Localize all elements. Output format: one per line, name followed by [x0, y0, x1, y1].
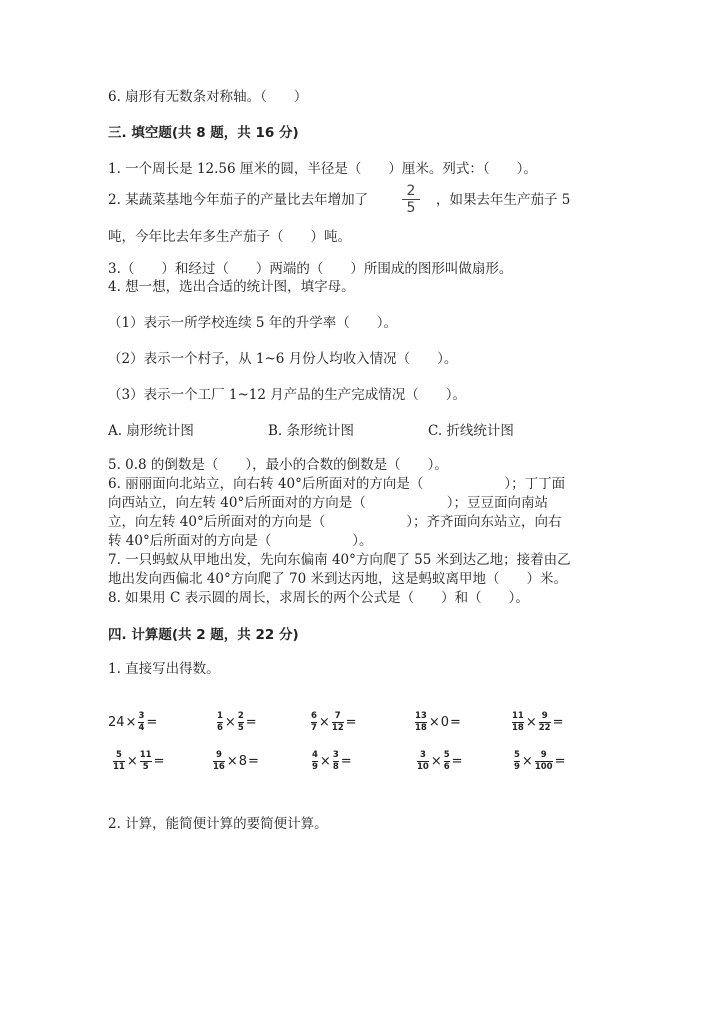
fraction	[140, 751, 152, 772]
denominator: 6	[443, 761, 450, 772]
fraction	[539, 712, 551, 733]
fraction	[217, 712, 223, 733]
denominator: 9	[312, 761, 318, 772]
numerator: 1	[217, 710, 223, 721]
fraction	[535, 751, 553, 772]
fill-question-7-line1: 7. 一只蚂蚁从甲地出发，先向东偏南 40°方向爬了 55 米到达乙地；接着由乙	[108, 552, 571, 568]
fraction-denominator: 5	[406, 200, 416, 216]
fraction-two-fifths	[402, 184, 420, 215]
times-sign: ×	[430, 753, 442, 769]
numerator: 3	[419, 749, 426, 760]
section-3-title: 三. 填空题(共 8 题，共 16 分)	[108, 125, 299, 141]
q4-sub-1: （1）表示一所学校连续 5 年的升学率（ ）。	[108, 315, 398, 331]
numerator: 6	[311, 710, 317, 721]
numerator: 2	[237, 710, 244, 721]
whole-number: 24	[108, 714, 125, 730]
fill-question-6-line4: 转 40°后所面对的方向是（ ）。	[108, 533, 373, 549]
equals-sign: =	[554, 753, 566, 769]
times-sign: ×	[318, 714, 330, 730]
whole-number: 0	[440, 714, 450, 730]
fraction	[113, 751, 125, 772]
fill-question-8: 8. 如果用 C 表示圆的周长，求周长的两个公式是（ ）和（ ）。	[108, 590, 529, 606]
times-sign: ×	[126, 753, 138, 769]
expression	[212, 747, 260, 775]
expression	[216, 708, 258, 736]
denominator: 100	[534, 761, 553, 772]
fraction	[332, 712, 344, 733]
numerator: 9	[541, 710, 548, 721]
denominator: 22	[538, 722, 551, 733]
q4-option-b: B. 条形统计图	[268, 423, 355, 439]
fraction	[417, 751, 429, 772]
times-sign: ×	[525, 714, 537, 730]
denominator: 6	[217, 722, 223, 733]
expression	[311, 747, 353, 775]
fill-question-5: 5. 0.8 的倒数是（ ），最小的合数的倒数是（ ）。	[108, 457, 448, 473]
equals-sign: =	[345, 714, 357, 730]
denominator: 5	[237, 722, 244, 733]
equals-sign: =	[245, 714, 257, 730]
numerator: 9	[215, 749, 222, 760]
numerator: 5	[514, 749, 520, 760]
q4-option-c: C. 折线统计图	[428, 423, 514, 439]
numerator: 11	[512, 710, 524, 721]
equals-sign: =	[450, 714, 461, 730]
fraction	[415, 712, 427, 733]
judge-question-6: 6. 扇形有无数条对称轴。（ ）	[108, 89, 308, 105]
times-sign: ×	[224, 714, 236, 730]
numerator: 11	[139, 749, 152, 760]
q4-option-a: A. 扇形统计图	[108, 423, 194, 439]
fill-question-6-line2: 向西站立，向左转 40°后所面对的方向是（ ）；豆豆面向南站	[108, 495, 548, 511]
denominator: 18	[512, 722, 524, 733]
denominator: 5	[142, 761, 149, 772]
fraction	[213, 751, 225, 772]
denominator: 16	[213, 761, 225, 772]
times-sign: ×	[521, 753, 533, 769]
expression	[310, 708, 358, 736]
fill-question-2-part2: ，如果去年生产茄子 5	[436, 192, 571, 208]
denominator: 8	[332, 761, 339, 772]
calc-question-1: 1. 直接写出得数。	[108, 661, 220, 677]
denominator: 10	[417, 761, 429, 772]
denominator: 9	[514, 761, 520, 772]
expression	[416, 747, 464, 775]
equals-sign: =	[153, 753, 165, 769]
times-sign: ×	[319, 753, 331, 769]
fraction	[512, 712, 524, 733]
q4-sub-2: （2）表示一个村子，从 1~6 月份人均收入情况（ ）。	[108, 351, 458, 367]
fill-question-3: 3.（ ）和经过（ ）两端的（ ）所围成的图形叫做扇形。	[108, 261, 513, 277]
fraction	[333, 751, 339, 772]
equals-sign: =	[146, 714, 158, 730]
fill-question-1: 1. 一个周长是 12.56 厘米的圆，半径是（ ）厘米。列式：（ ）。	[108, 161, 537, 177]
fraction	[312, 751, 318, 772]
expression	[513, 747, 566, 775]
denominator: 18	[415, 722, 427, 733]
section-4-title: 四. 计算题(共 2 题，共 22 分)	[108, 627, 299, 643]
expression	[108, 708, 158, 736]
numerator: 5	[115, 749, 122, 760]
numerator: 13	[415, 710, 427, 721]
fraction	[514, 751, 520, 772]
denominator: 7	[311, 722, 317, 733]
denominator: 4	[138, 722, 145, 733]
fraction	[138, 712, 144, 733]
expression	[511, 708, 565, 736]
times-sign: ×	[125, 714, 137, 730]
fill-question-6-line3: 立，向左转 40°后所面对的方向是（ ）；齐齐面向东站立，向右	[108, 514, 562, 530]
times-sign: ×	[428, 714, 440, 730]
fill-question-4: 4. 想一想，选出合适的统计图，填字母。	[108, 279, 355, 295]
expression	[112, 747, 166, 775]
numerator: 4	[312, 749, 318, 760]
equals-sign: =	[451, 753, 463, 769]
fraction	[238, 712, 244, 733]
numerator: 7	[334, 710, 341, 721]
denominator: 11	[113, 761, 125, 772]
numerator: 5	[443, 749, 450, 760]
whole-number: 8	[238, 753, 248, 769]
q4-sub-3: （3）表示一个工厂 1~12 月产品的生产完成情况（ ）。	[108, 387, 466, 403]
numerator: 3	[138, 710, 145, 721]
equals-sign: =	[248, 753, 259, 769]
numerator: 3	[332, 749, 339, 760]
fill-question-7-line2: 地出发向西偏北 40°方向爬了 70 米到达丙地，这是蚂蚁离甲地（ ）米。	[108, 571, 567, 587]
expression	[414, 708, 462, 736]
numerator: 9	[540, 749, 547, 760]
denominator: 12	[331, 722, 344, 733]
fill-question-2-line2: 吨，今年比去年多生产茄子（ ）吨。	[108, 229, 351, 245]
times-sign: ×	[226, 753, 238, 769]
fraction	[444, 751, 450, 772]
fill-question-6-line1: 6. 丽丽面向北站立，向右转 40°后所面对的方向是（ ）；丁丁面	[108, 476, 566, 492]
fraction	[311, 712, 317, 733]
equals-sign: =	[552, 714, 564, 730]
calc-question-2: 2. 计算，能简便计算的要简便计算。	[108, 816, 328, 832]
fraction-numerator: 2	[406, 183, 416, 199]
fill-question-2-part1: 2. 某蔬菜基地今年茄子的产量比去年增加了	[108, 192, 369, 208]
equals-sign: =	[340, 753, 352, 769]
